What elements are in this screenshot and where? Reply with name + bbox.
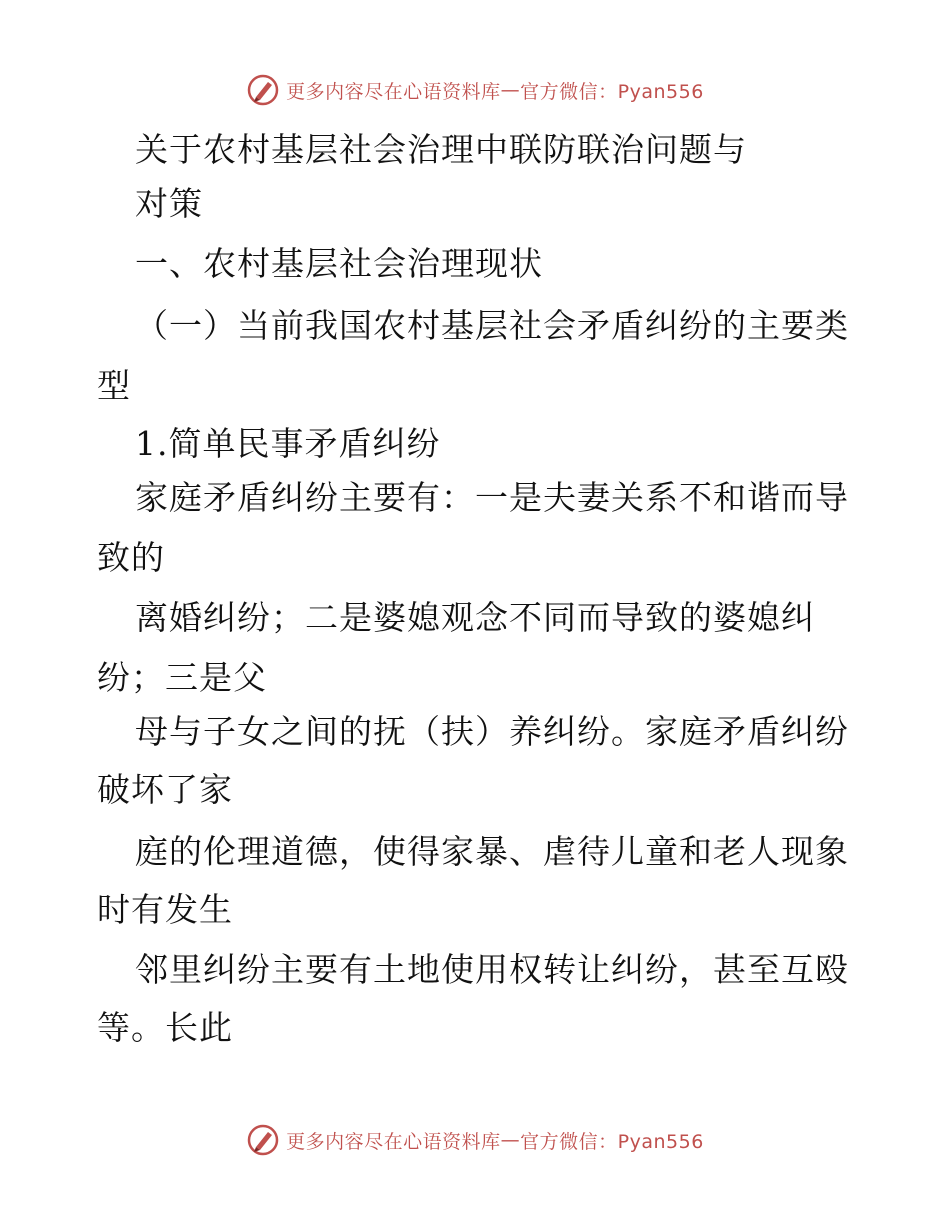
watermark-wechat: 官方微信：Pyan556 — [520, 80, 704, 103]
text-line: 1.简单民事矛盾纠纷 — [135, 424, 441, 463]
text-line: 等。长此 — [97, 1008, 233, 1047]
watermark-content — [246, 1123, 704, 1157]
watermark-dash: — — [500, 1129, 521, 1151]
pen-logo-icon — [246, 73, 280, 107]
watermark-dash: — — [500, 79, 521, 101]
text-line: 型 — [97, 366, 131, 405]
text-line: 时有发生 — [97, 890, 233, 929]
watermark-site-name: 更多内容尽在心语资料库 — [286, 1130, 501, 1153]
text-line: 纷；三是父 — [97, 658, 267, 697]
text-line: 母与子女之间的抚（扶）养纠纷。家庭矛盾纠纷 — [135, 712, 849, 751]
text-line: 家庭矛盾纠纷主要有：一是夫妻关系不和谐而导 — [135, 478, 849, 517]
text-line: 对策 — [135, 184, 203, 223]
footer-watermark — [0, 1120, 950, 1160]
watermark-content — [246, 73, 704, 107]
watermark-wechat: 官方微信：Pyan556 — [520, 1130, 704, 1153]
pen-logo-icon — [246, 1123, 280, 1157]
header-watermark — [0, 70, 950, 110]
text-line: 关于农村基层社会治理中联防联治问题与 — [135, 130, 747, 169]
text-line: 离婚纠纷；二是婆媳观念不同而导致的婆媳纠 — [135, 598, 815, 637]
text-line: 一、农村基层社会治理现状 — [135, 244, 543, 283]
text-line: 庭的伦理道德，使得家暴、虐待儿童和老人现象 — [135, 832, 849, 871]
text-line: 破坏了家 — [97, 770, 233, 809]
text-line: 邻里纠纷主要有土地使用权转让纠纷，甚至互殴 — [135, 950, 849, 989]
text-line: （一）当前我国农村基层社会矛盾纠纷的主要类 — [135, 306, 849, 345]
watermark-site-name: 更多内容尽在心语资料库 — [286, 80, 501, 103]
text-line: 致的 — [97, 538, 165, 577]
